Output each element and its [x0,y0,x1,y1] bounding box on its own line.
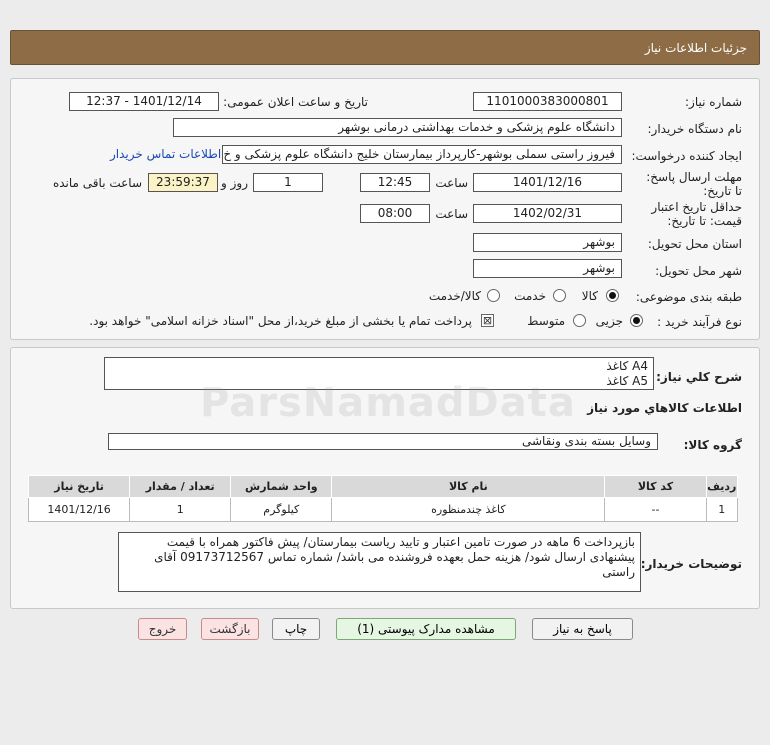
announce-date-field: 1401/12/14 - 12:37 [69,92,219,111]
reply-deadline-label: مهلت ارسال پاسخ: تا تاریخ: [646,170,742,198]
description-line-1: کاغذ A4 [606,359,648,373]
need-number-label: شماره نیاز: [685,95,742,109]
category-radio-service[interactable] [553,289,566,302]
treasury-checkbox[interactable]: ⊠ [482,314,493,327]
reply-button[interactable]: پاسخ به نیاز [532,618,633,640]
col-name-header: نام کالا [332,476,605,498]
category-goods-service-label: کالا/خدمت [428,289,481,303]
remaining-time-label: ساعت باقی مانده [52,176,142,190]
goods-group-field: وسایل بسته بندی ونقاشی [108,433,658,450]
requester-field: فیروز راستی سملی بوشهر-کارپرداز بیمارستان خلیج دانشگاه علوم پزشکی و خ [222,145,622,164]
cell-date: 1401/12/16 [29,498,130,522]
back-button[interactable]: بازگشت [201,618,259,640]
items-table-wrapper [28,475,738,522]
reply-date-field: 1401/12/16 [473,173,622,192]
cell-code: -- [605,498,706,522]
col-date-header: تاریخ نیاز [29,476,130,498]
buyer-org-label: نام دستگاه خریدار: [647,122,742,136]
goods-info-title: اطلاعات کالاهاي مورد نياز [587,401,742,415]
announce-date-label: تاریخ و ساعت اعلان عمومی: [223,95,368,109]
cell-qty: 1 [130,498,231,522]
view-attachments-button[interactable]: مشاهده مدارک پیوستی (1) [336,618,516,640]
cell-row: 1 [706,498,737,522]
buyer-notes-box: بازپرداخت 6 ماهه در صورت تامین اعتبار و تایید ریاست بیمارستان/ پیش فاکتور همراه با قیمت پیشنهادی ارسال شود/ هزینه حمل بعهده فروشنده می باشد/ شماره تماس 09173712567 آقای راستی [118,532,641,592]
process-type-label: نوع فرآیند خرید : [657,315,742,329]
reply-time-label: ساعت [435,176,468,190]
days-field: 1 [253,173,323,192]
table-row [29,498,738,522]
need-description-label: شرح کلي نياز: [656,370,742,384]
category-service-label: خدمت [514,289,546,303]
requester-label: ایجاد کننده درخواست: [631,149,742,163]
buyer-org-field: دانشگاه علوم پزشکی و خدمات بهداشتی درمانی بوشهر [173,118,622,137]
print-button[interactable]: چاپ [272,618,320,640]
reply-time-field: 12:45 [360,173,430,192]
payment-note: پرداخت تمام یا بخشی از مبلغ خرید،از محل "اسناد خزانه اسلامی" خواهد بود. [89,314,472,328]
col-qty-header: تعداد / مقدار [130,476,231,498]
page-header [10,30,760,65]
buyer-contact-link[interactable]: اطلاعات تماس خریدار [110,147,222,161]
days-label: روز و [221,176,248,190]
page-title: جزئیات اطلاعات نیاز [644,41,747,55]
col-row-header: ردیف [706,476,737,498]
col-unit-header: واحد شمارش [231,476,332,498]
validity-label: حداقل تاریخ اعتبار قیمت: تا تاریخ: [651,200,742,228]
watermark-logo: ParsNamadData [200,380,576,426]
category-goods-label: کالا [581,289,598,303]
cell-name: کاغذ چندمنظوره [332,498,605,522]
province-label: استان محل تحویل: [647,237,742,251]
category-label: طبقه بندی موضوعی: [635,290,742,304]
description-line-2: کاغذ A5 [606,374,648,388]
items-table [28,475,738,522]
province-field: بوشهر [473,233,622,252]
city-label: شهر محل تحویل: [655,264,742,278]
category-radio-goods-service[interactable] [487,289,500,302]
col-code-header: کد کالا [605,476,706,498]
category-radio-goods[interactable] [606,289,619,302]
validity-date-field: 1402/02/31 [473,204,622,223]
process-radio-medium[interactable] [573,314,586,327]
process-radio-minor[interactable] [630,314,643,327]
table-header-row [29,476,738,498]
process-medium-label: متوسط [527,314,565,328]
need-number-field: 1101000383000801 [473,92,622,111]
goods-group-label: گروه کالا: [683,438,742,452]
validity-time-label: ساعت [435,207,468,221]
city-field: بوشهر [473,259,622,278]
buyer-notes-label: توضیحات خریدار: [640,557,742,571]
exit-button[interactable]: خروج [138,618,187,640]
remaining-time-field: 23:59:37 [148,173,218,192]
cell-unit: کیلوگرم [231,498,332,522]
validity-time-field: 08:00 [360,204,430,223]
process-minor-label: جزیی [595,314,623,328]
